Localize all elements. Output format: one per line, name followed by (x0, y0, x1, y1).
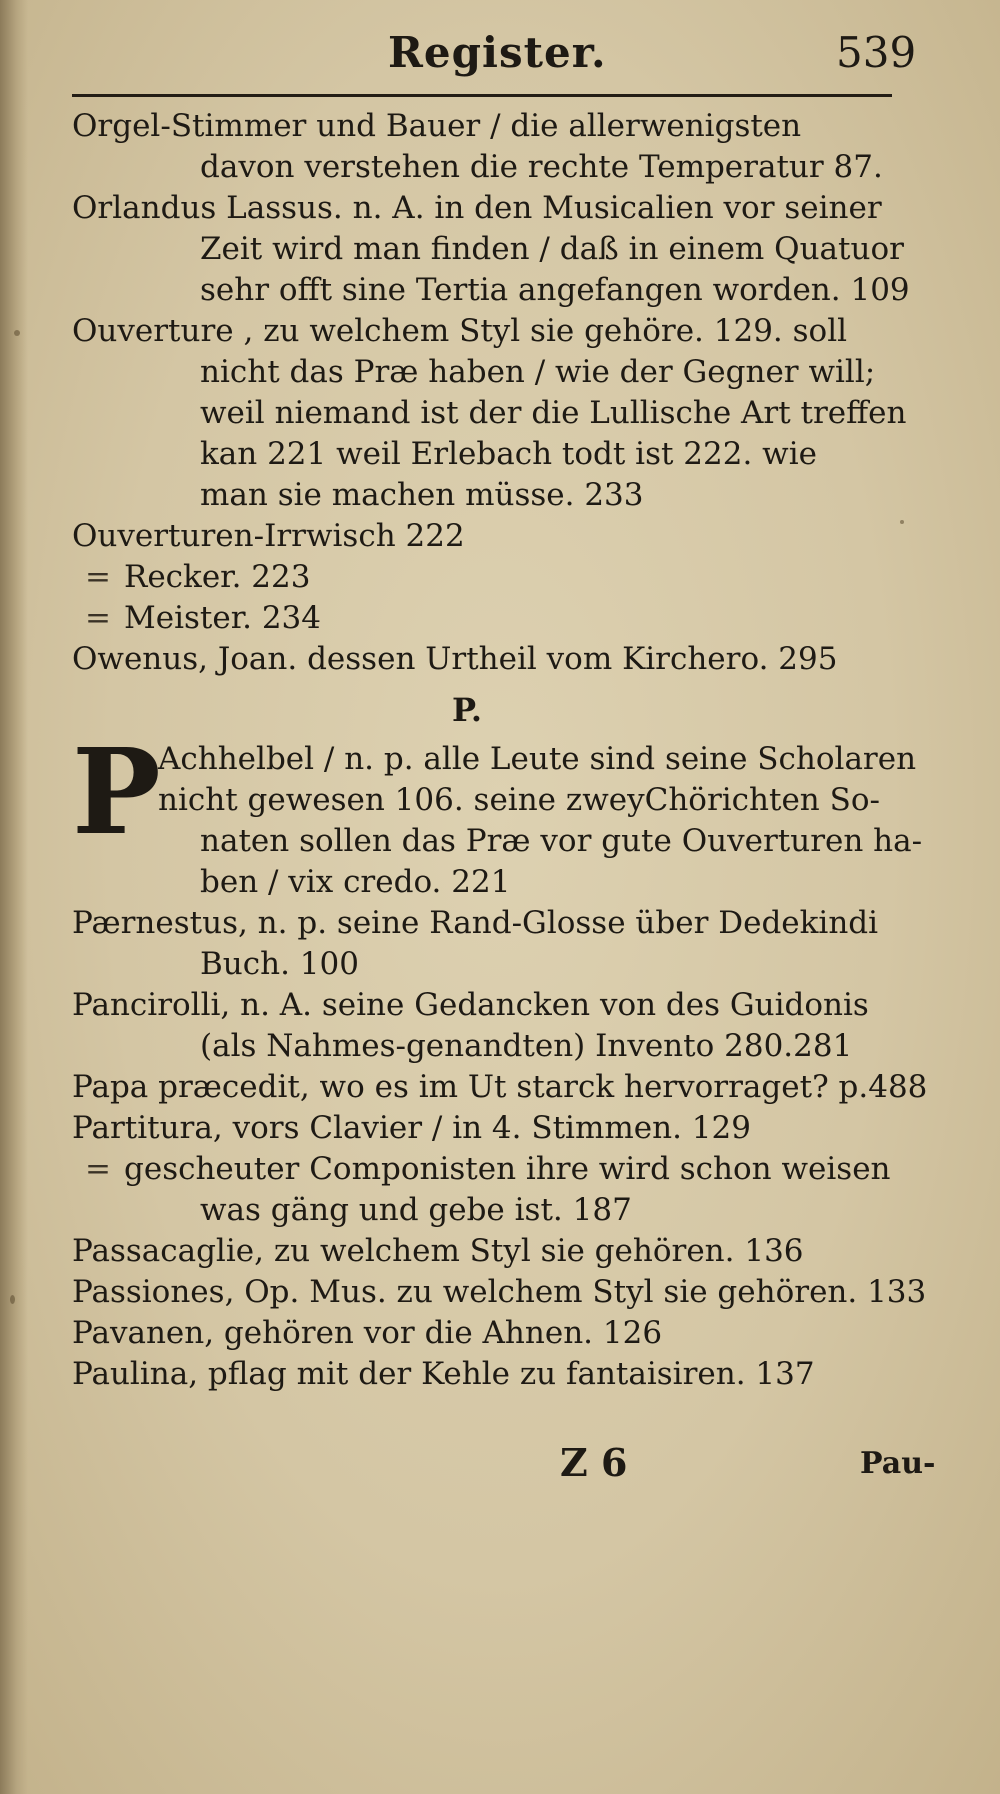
entry-line (72, 1190, 922, 1231)
entry-line (72, 147, 922, 188)
entry-text: Ouverture , zu welchem Styl sie gehöre. 129. soll (72, 313, 848, 349)
entry-line (72, 1067, 928, 1108)
entry-line: nicht gewesen 106. seine zweyChörichten So- (158, 782, 881, 818)
entry-text: Pancirolli, n. A. seine Gedancken von des Guidonis (72, 987, 869, 1023)
ditto-mark: = (85, 1151, 111, 1187)
page-number: 539 (836, 28, 917, 77)
index-list (72, 106, 928, 1395)
entry-text: Passiones, Op. Mus. zu welchem Styl sie gehören. 133 (72, 1274, 927, 1310)
ditto-mark: = (85, 600, 111, 636)
entry-text: davon verstehen die rechte Temperatur 87. (200, 149, 883, 185)
index-entry (72, 985, 922, 1067)
entry-text: Passacaglie, zu welchem Styl sie gehören. 136 (72, 1233, 804, 1269)
entry-text: Zeit wird man finden / daß in einem Quatuor (200, 231, 904, 267)
catchword: Pau- (860, 1446, 936, 1481)
index-entry (72, 1354, 922, 1395)
entry-text: weil niemand ist der die Lullische Art treffen (200, 395, 907, 431)
section-letter: P. (452, 691, 482, 729)
entry-line (72, 1108, 922, 1149)
index-entry (72, 516, 922, 557)
index-section-p (72, 903, 928, 1395)
entry-line (72, 434, 922, 475)
index-entry (72, 903, 922, 985)
index-entry (72, 1231, 922, 1272)
entry-line (72, 106, 922, 147)
entry-line (72, 985, 922, 1026)
entry-text: kan 221 weil Erlebach todt ist 222. wie (200, 436, 817, 472)
entry-text: Orgel-Stimmer und Bauer / die allerwenigsten (72, 108, 802, 144)
index-entry (72, 1108, 922, 1149)
index-entry (72, 557, 922, 598)
entry-line (72, 944, 922, 985)
header-rule (72, 94, 892, 97)
running-head (0, 28, 1000, 88)
entry-line (72, 1354, 922, 1395)
entry-line (72, 639, 922, 680)
index-section-o (72, 106, 922, 680)
index-entry (72, 1313, 922, 1354)
entry-line (72, 1313, 922, 1354)
paper-speck (10, 1295, 15, 1304)
entry-line (72, 1026, 922, 1067)
running-head-title: Register. (388, 28, 607, 77)
entry-text: Orlandus Lassus. n. A. in den Musicalien vor seiner (72, 190, 882, 226)
entry-text: Ouverturen-Irrwisch 222 (72, 518, 465, 554)
index-entry (72, 1067, 928, 1108)
index-entry (72, 106, 922, 188)
entry-line: ben / vix credo. 221 (200, 864, 511, 900)
entry-text: gescheuter Componisten ihre wird schon weisen (124, 1151, 891, 1187)
index-entry (72, 598, 922, 639)
paper-speck (14, 330, 20, 336)
entry-line (72, 229, 922, 270)
entry-text: Owenus, Joan. dessen Urtheil vom Kirchero. 295 (72, 641, 838, 677)
signature-mark: Z 6 (560, 1440, 628, 1485)
entry-line (72, 1149, 922, 1190)
entry-line: Achhelbel / n. p. alle Leute sind seine Scholaren (158, 741, 917, 777)
entry-line (72, 311, 922, 352)
entry-text: Buch. 100 (200, 946, 359, 982)
entry-line (72, 270, 922, 311)
entry-line (72, 516, 922, 557)
index-entry (72, 1149, 922, 1231)
entry-line (72, 903, 922, 944)
entry-line (72, 475, 922, 516)
entry-line (72, 352, 922, 393)
entry-line (72, 598, 922, 639)
entry-line (72, 393, 922, 434)
entry-text: Meister. 234 (124, 600, 322, 636)
entry-text: man sie machen müsse. 233 (200, 477, 644, 513)
index-entry (72, 311, 922, 516)
page-edge-shadow (0, 0, 28, 1794)
entry-line (72, 188, 922, 229)
index-entry (72, 1272, 927, 1313)
entry-text: was gäng und gebe ist. 187 (200, 1192, 632, 1228)
entry-line (72, 1272, 927, 1313)
page-footer (0, 1440, 1000, 1490)
paper-speck (900, 520, 904, 524)
entry-text: Recker. 223 (124, 559, 311, 595)
index-entry (72, 639, 922, 680)
pachelbel-entry (72, 722, 923, 903)
entry-text: sehr offt sine Tertia angefangen worden. 109 (200, 272, 910, 308)
entry-line: naten sollen das Præ vor gute Ouverturen ha- (200, 823, 923, 859)
entry-line (72, 557, 922, 598)
entry-text: Partitura, vors Clavier / in 4. Stimmen. 129 (72, 1110, 751, 1146)
entry-text: nicht das Præ haben / wie der Gegner will; (200, 354, 876, 390)
entry-line (72, 1231, 922, 1272)
entry-text: Pavanen, gehören vor die Ahnen. 126 (72, 1315, 663, 1351)
decorative-initial: P (72, 722, 161, 861)
ditto-mark: = (85, 559, 111, 595)
entry-text: Papa præcedit, wo es im Ut starck hervorraget? p.488 (72, 1069, 928, 1105)
entry-text: Paulina, pflag mit der Kehle zu fantaisiren. 137 (72, 1356, 815, 1392)
index-entry (72, 188, 922, 311)
entry-text: (als Nahmes-genandten) Invento 280.281 (200, 1028, 853, 1064)
entry-text: Pærnestus, n. p. seine Rand-Glosse über Dedekindi (72, 905, 879, 941)
